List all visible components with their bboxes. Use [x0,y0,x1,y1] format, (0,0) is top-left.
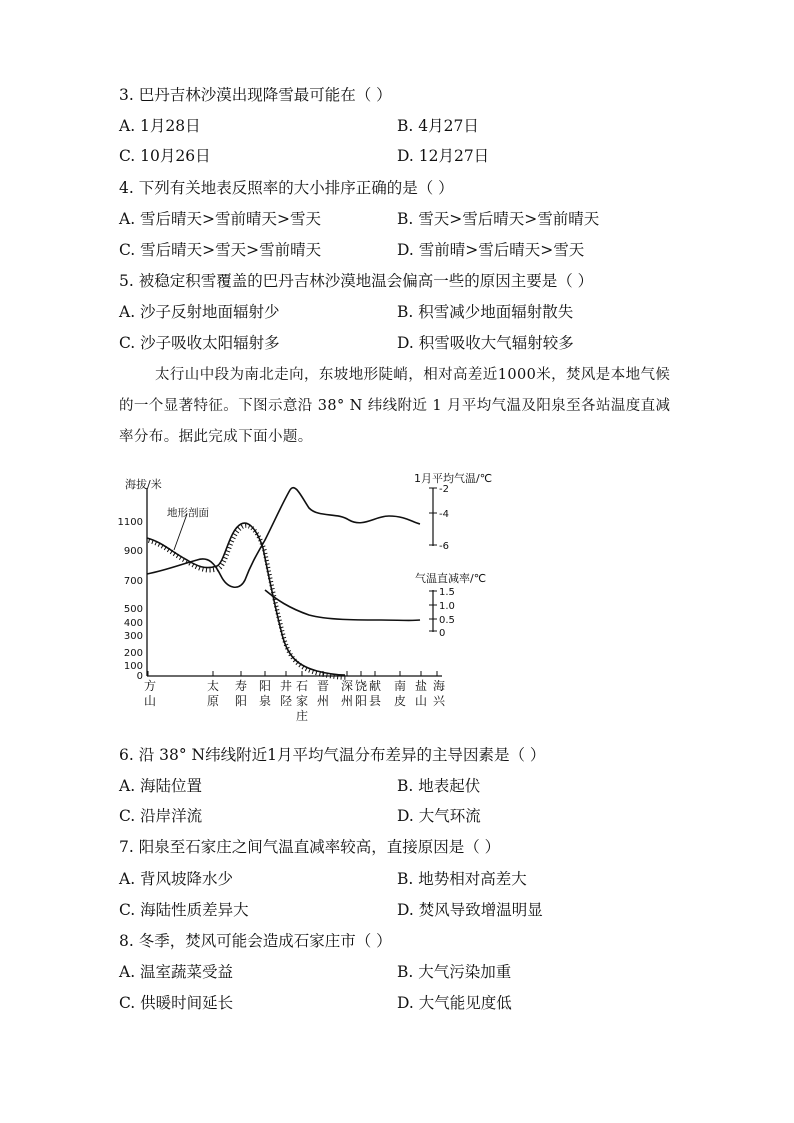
lapse-tick: 0 [439,628,446,639]
station-label: 家 [295,694,309,708]
q4-option-a: A. 雪后晴天>雪前晴天>雪天 [119,210,322,228]
q6-option-c: C. 沿岸洋流 [119,807,203,825]
q5-option-d: D. 积雪吸收大气辐射较多 [397,334,574,352]
elevation-ticks [118,517,143,682]
station-label: 方 [143,679,157,693]
station-label: 阳 [354,694,368,708]
station-label: 庄 [295,709,309,723]
y-tick: 100 [123,661,143,672]
station-label: 州 [340,694,354,708]
y-tick: 700 [123,576,143,587]
lapse-axis-label: 气温直减率/℃ [415,572,487,585]
q8-option-d: D. 大气能见度低 [397,994,512,1012]
question-7: 7. 阳泉至石家庄之间气温直减率较高，直接原因是（ ） [119,838,501,856]
station-label: 兴 [432,694,446,708]
station-label: 州 [316,694,330,708]
station-ticks [148,671,437,676]
q4-option-c: C. 雪后晴天>雪天>雪前晴天 [119,241,322,259]
lapse-tick: 0.5 [439,615,455,626]
station-label: 陉 [279,694,293,708]
station-label: 山 [143,694,157,708]
q4-option-b: B. 雪天>雪后晴天>雪前晴天 [397,210,600,228]
q3-option-b: B. 4月27日 [397,117,479,135]
terrain-hatching [149,526,347,678]
passage-text: 太行山中段为南北走向，东坡地形陡峭，相对高差近1000米，焚风是本地气候的一个显著特征。下图示意沿 38° N 纬线附近 1 月平均气温及阳泉至各站温度直减率分布。据此完成下面小题。 [119,367,671,445]
station-label: 盐 [414,679,428,693]
y-tick: 300 [123,631,143,642]
station-label: 寿 [234,679,248,693]
temp-tick: -4 [439,509,449,520]
q3-option-c: C. 10月26日 [119,147,211,165]
q7-option-b: B. 地势相对高差大 [397,870,527,888]
q4-option-d: D. 雪前晴>雪后晴天>雪天 [397,241,585,259]
y-tick: 400 [123,618,143,629]
lapse-tick: 1.5 [439,587,455,598]
station-label: 石 [295,679,309,693]
q6-option-d: D. 大气环流 [397,807,481,825]
station-label: 海 [432,679,446,693]
q3-option-d: D. 12月27日 [397,147,490,165]
q5-option-a: A. 沙子反射地面辐射少 [119,303,280,321]
station-label: 县 [368,694,382,708]
station-label: 皮 [393,694,407,708]
y-tick: 0 [136,671,143,682]
y-tick: 200 [123,648,143,659]
q8-option-c: C. 供暖时间延长 [119,994,234,1012]
q7-option-c: C. 海陆性质差异大 [119,901,249,919]
elevation-axis-label: 海拔/米 [125,478,162,491]
station-label: 井 [279,679,293,693]
lapse-tick: 1.0 [439,601,455,612]
station-label: 阳 [234,694,248,708]
q8-option-b: B. 大气污染加重 [397,963,512,981]
q8-option-a: A. 温室蔬菜受益 [119,963,234,981]
station-label: 南 [393,679,407,693]
y-tick: 500 [123,604,143,615]
temperature-axis-label: 1月平均气温/℃ [414,472,493,485]
q7-option-a: A. 背风坡降水少 [119,870,234,888]
y-tick: 900 [123,546,143,557]
question-8: 8. 冬季，焚风可能会造成石家庄市（ ） [119,932,392,950]
q3-option-a: A. 1月28日 [119,117,201,135]
station-label: 晋 [316,679,330,693]
station-label: 泉 [258,694,272,708]
temp-tick: -6 [439,541,449,552]
lapse-rate-curve [265,590,420,620]
q6-option-a: A. 海陆位置 [119,777,203,795]
q7-option-d: D. 焚风导致增温明显 [397,901,543,919]
temp-tick: -2 [439,484,449,495]
station-label: 饶 [354,679,368,693]
q6-option-b: B. 地表起伏 [397,777,481,795]
question-5: 5. 被稳定积雪覆盖的巴丹吉林沙漠地温会偏高一些的原因主要是（ ） [119,272,594,290]
station-label: 深 [340,679,354,693]
station-labels [144,678,446,723]
terrain-label: 地形剖面 [167,507,209,519]
question-4: 4. 下列有关地表反照率的大小排序正确的是（ ） [119,179,454,197]
q5-option-b: B. 积雪减少地面辐射散失 [397,303,574,321]
station-label: 阳 [258,679,272,693]
question-6: 6. 沿 38° N纬线附近1月平均气温分布差异的主导因素是（ ） [119,746,546,764]
y-tick: 1100 [117,517,143,528]
station-label: 原 [206,694,220,708]
q5-option-c: C. 沙子吸收太阳辐射多 [119,334,280,352]
terrain-profile-line [147,523,345,675]
station-label: 山 [414,694,428,708]
terrain-label-leader [174,514,187,550]
question-3: 3. 巴丹吉林沙漠出现降雪最可能在（ ） [119,86,392,104]
terrain-temperature-figure [117,468,493,723]
station-label: 太 [206,679,220,693]
station-label: 献 [368,679,382,693]
temperature-curve [147,488,420,588]
